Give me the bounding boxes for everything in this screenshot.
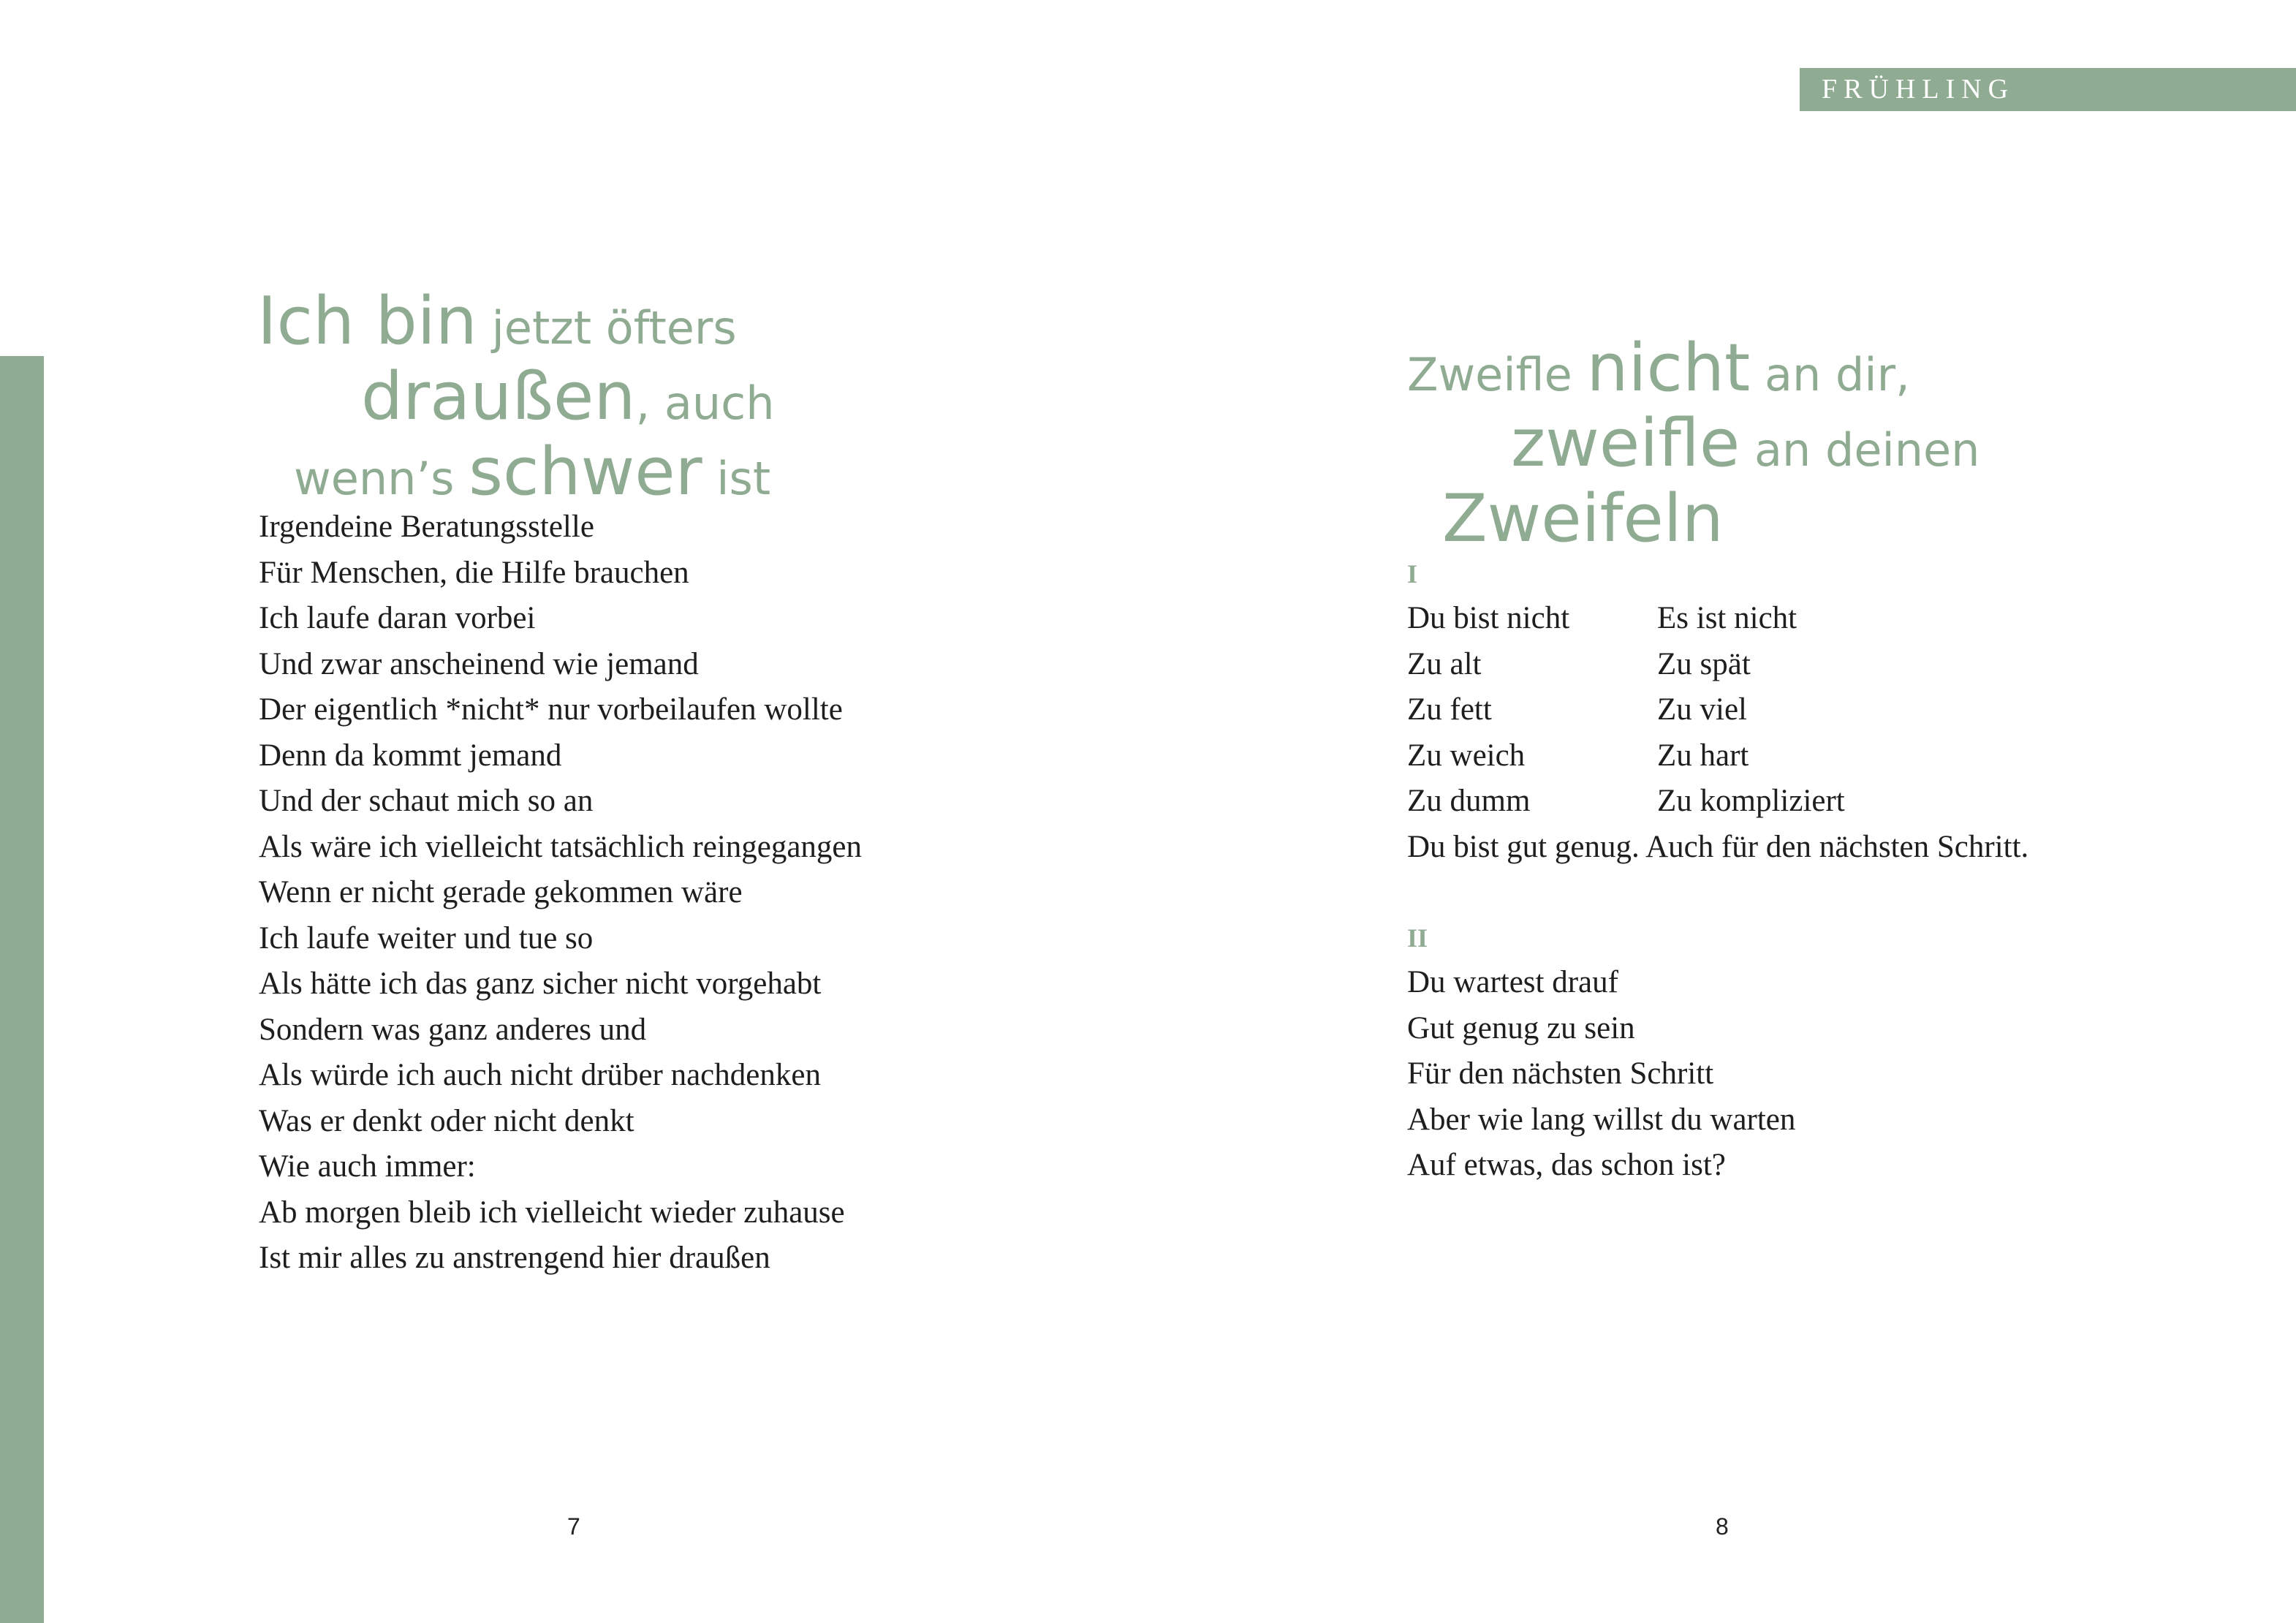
pair-row [1407,642,2028,688]
poem-right-part1 [1407,596,2028,870]
poem-line: Ab morgen bleib ich vielleicht wieder zuhause [259,1195,845,1230]
poem-line: Denn da kommt jemand [259,738,562,773]
poem-line: Ich laufe weiter und tue so [259,920,594,956]
title-right-l3-big: Zweifeln [1442,480,1724,557]
poem-line: Aber wie lang willst du warten [1407,1102,1796,1137]
poem-line: Du wartest drauf [1407,965,1618,999]
page-number-right: 8 [1716,1513,1729,1540]
page-edge-bar [0,356,44,1623]
title-left-l1-small: jetzt öfters [477,301,737,355]
title-left-l2-big: draußen [361,358,636,435]
poem-line: Und zwar anscheinend wie jemand [259,646,699,681]
section-numeral-2: II [1407,923,1428,953]
pair-left: Zu dumm [1407,784,1531,818]
title-left-l1-big: Ich bin [257,283,477,360]
poem-line: Als hätte ich das ganz sicher nicht vorgehabt [259,966,822,1001]
pair-row [1407,733,2028,779]
poem-line: Auf etwas, das schon ist? [1407,1148,1726,1182]
title-left-l2-small: , auch [635,377,775,430]
pair-left: Zu weich [1407,738,1526,773]
poem-line: Ich laufe daran vorbei [259,601,536,635]
pair-right: Zu spät [1657,646,1751,681]
poem-left-body [259,504,862,1282]
pair-left: Du bist nicht [1407,601,1570,635]
poem-line: Als wäre ich vielleicht tatsächlich reingegangen [259,829,863,864]
pair-left: Zu alt [1407,646,1482,681]
title-left-l3-small-a: wenn’s [294,452,469,505]
poem-line: Und der schaut mich so an [259,784,594,818]
poem-line: Als würde ich auch nicht drüber nachdenken [259,1058,821,1092]
poem-closing-line: Du bist gut genug. Auch für den nächsten Schritt. [1407,829,2029,864]
poem-right-part2 [1407,960,1795,1189]
poem-line: Der eigentlich *nicht* nur vorbeilaufen wollte [259,692,843,727]
title-right-l1-big: nicht [1586,330,1751,406]
poem-line: Was er denkt oder nicht denkt [259,1103,634,1138]
pair-right: Zu kompliziert [1657,784,1845,818]
poem-line: Sondern was ganz anderes und [259,1012,647,1047]
pair-row [1407,687,2028,733]
poem-line: Gut genug zu sein [1407,1010,1635,1045]
pair-row [1407,596,2028,642]
poem-line: Irgendeine Beratungsstelle [259,510,594,544]
pair-left: Zu fett [1407,692,1492,727]
poem-title-right [1407,330,1980,564]
title-right-l1-small-b: an dir, [1750,348,1910,401]
poem-line: Ist mir alles zu anstrengend hier draußen [259,1241,770,1275]
title-left-l3-big: schwer [469,434,702,510]
section-tab: FRÜHLING [1800,68,2296,111]
section-numeral-1: I [1407,559,1418,589]
title-right-l2-big: zweifle [1511,405,1740,482]
poem-line: Wie auch immer: [259,1149,476,1184]
title-right-l1-small-a: Zweifle [1407,348,1587,401]
pair-right: Zu hart [1657,738,1749,773]
pair-right: Zu viel [1657,692,1747,727]
poem-line: Für den nächsten Schritt [1407,1056,1714,1091]
poem-line: Wenn er nicht gerade gekommen wäre [259,875,743,909]
title-left-l3-small-b: ist [702,452,771,505]
poem-line: Für Menschen, die Hilfe brauchen [259,555,689,590]
title-right-l2-small: an deinen [1740,423,1980,477]
page-number-left: 7 [567,1513,580,1540]
pair-right: Es ist nicht [1657,601,1797,635]
pair-row [1407,779,2028,825]
poem-title-left [257,283,775,517]
